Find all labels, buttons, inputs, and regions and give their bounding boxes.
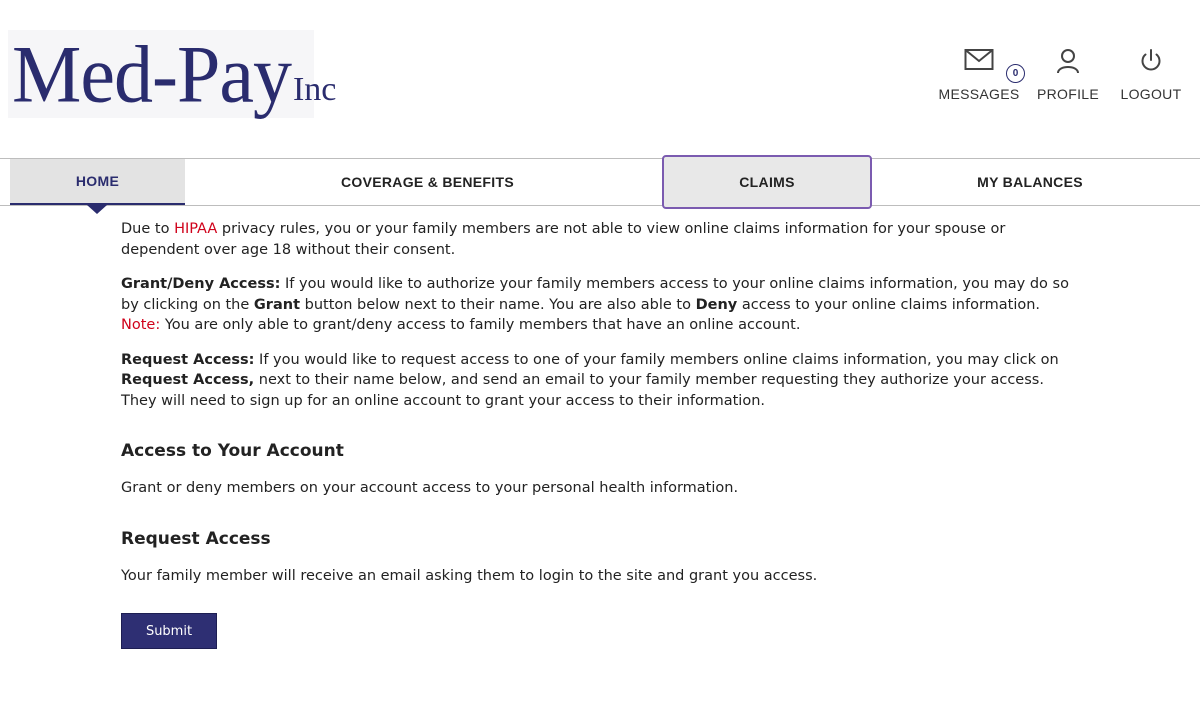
tab-balances-label: MY BALANCES [977, 174, 1083, 190]
logout-label: LOGOUT [1120, 86, 1182, 102]
access-account-title: Access to Your Account [121, 441, 344, 461]
logo-suffix-text: Inc [292, 71, 337, 108]
messages-label: MESSAGES [938, 86, 1020, 102]
logo-main-text: Med-Pay [12, 27, 291, 120]
hipaa-link[interactable]: HIPAA [174, 221, 218, 237]
access-account-text: Grant or deny members on your account access to your personal health information. [121, 480, 739, 496]
request-access-title: Request Access [121, 528, 271, 549]
power-icon [1139, 48, 1163, 74]
company-logo[interactable] [12, 27, 337, 120]
logout-link[interactable] [1116, 48, 1186, 102]
user-icon [1055, 48, 1081, 74]
submit-button[interactable]: Submit [121, 613, 217, 649]
tab-claims-label: CLAIMS [739, 174, 795, 190]
grant-deny-paragraph: Grant/Deny Access: If you would like to authorize your family members access to your online claims information, you may do so by clicking on the Grant button below next to their name. You are also able to Deny access to your online claims information. Note: You are only able to grant/deny access to family members that have an online account. [121, 276, 1069, 333]
profile-link[interactable] [1032, 48, 1104, 102]
tab-coverage-benefits[interactable] [275, 159, 580, 205]
tab-claims[interactable] [662, 155, 872, 209]
main-navigation [0, 158, 1200, 206]
active-tab-pointer [87, 205, 107, 214]
request-access-text: Your family member will receive an email asking them to login to the site and grant you access. [121, 567, 818, 584]
hipaa-notice: Due to HIPAA privacy rules, you or your family members are not able to view online claims information for your spouse or dependent over age 18 without their consent. [121, 221, 1006, 258]
profile-label: PROFILE [1036, 86, 1099, 102]
tab-home[interactable] [10, 159, 185, 205]
main-content [121, 219, 1081, 649]
messages-link[interactable] [936, 48, 1022, 102]
messages-count-badge: 0 [1006, 64, 1025, 83]
note-label: Note: [121, 317, 161, 333]
grant-deny-heading: Grant/Deny Access: [121, 276, 281, 292]
request-access-heading: Request Access: [121, 351, 255, 368]
tab-my-balances[interactable] [930, 159, 1130, 205]
tab-home-label: HOME [75, 173, 120, 189]
request-access-paragraph: Request Access: If you would like to request access to one of your family members online claims information, you may click on Request Access, next to their name below, and send an email to your family member requesting they authorize your access. They will need to sign up for an online account to grant your access to their information. [121, 351, 1059, 409]
envelope-icon [964, 48, 994, 72]
tab-coverage-label: COVERAGE & BENEFITS [341, 174, 514, 190]
